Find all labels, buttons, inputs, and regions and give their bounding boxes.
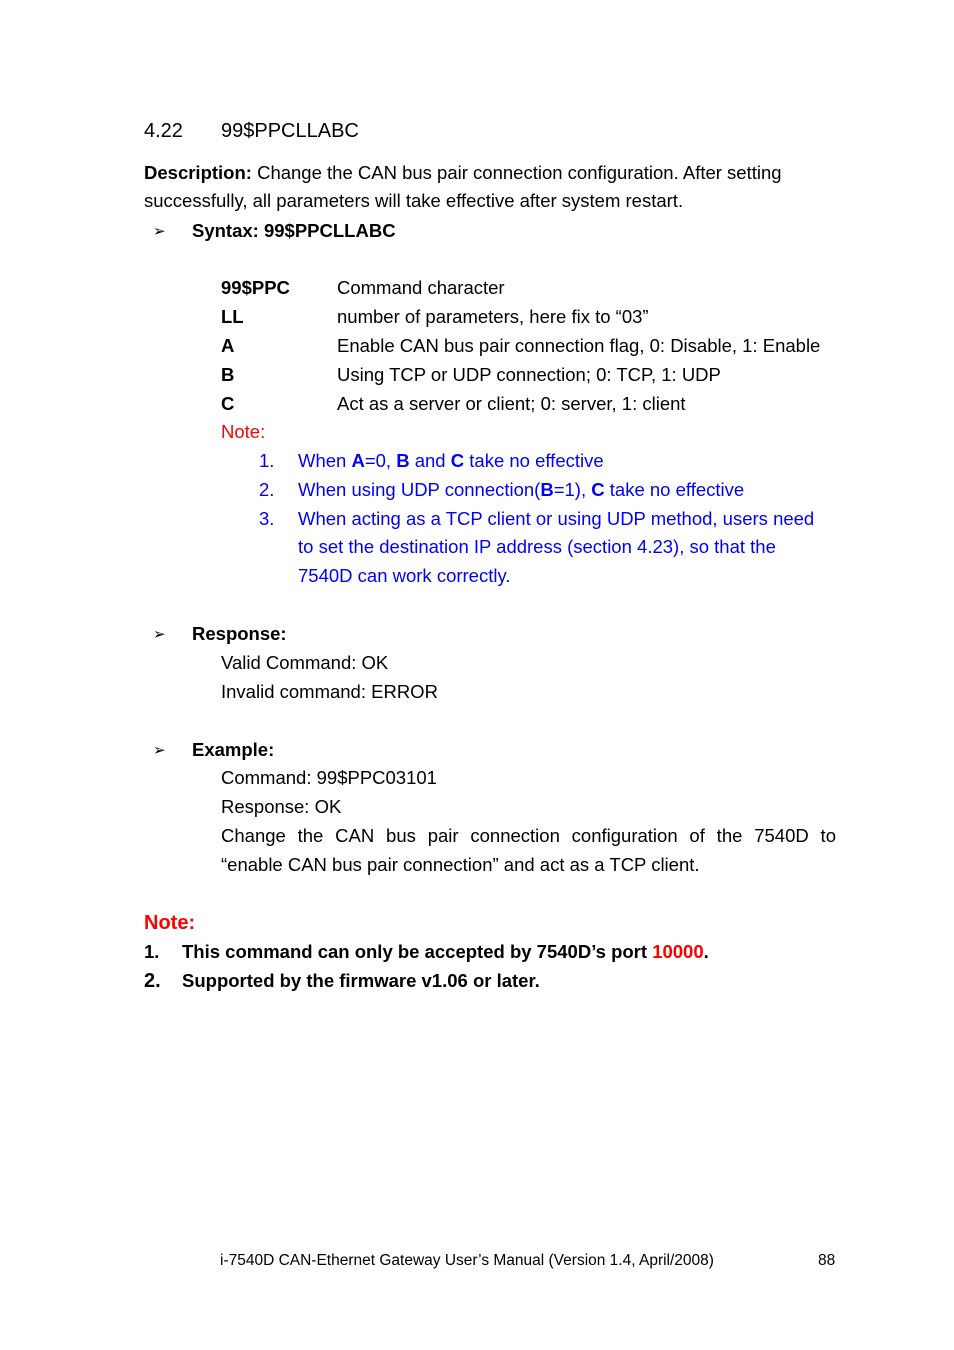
response-valid: Valid Command: OK xyxy=(221,652,389,673)
param-desc: Enable CAN bus pair connection flag, 0: Disable, 1: Enable xyxy=(337,335,821,356)
inner-note-item-2: When using UDP connection(B=1), C take no effective xyxy=(298,479,745,500)
inner-note-item-3-line-3: 7540D can work correctly. xyxy=(298,565,511,586)
page-number: 88 xyxy=(818,1252,836,1269)
param-name: B xyxy=(221,364,235,385)
section-number: 4.22 xyxy=(144,120,183,142)
inner-note-label: Note: xyxy=(221,421,266,442)
description-line-1 xyxy=(144,164,782,183)
param-name: A xyxy=(221,335,235,356)
section-title: 99$PPCLLABC xyxy=(221,120,359,142)
param-name: LL xyxy=(221,306,244,327)
inner-note-item-1: When A=0, B and C take no effective xyxy=(298,450,604,471)
arrow-bullet-icon: ➢ xyxy=(153,626,166,643)
arrow-bullet-icon: ➢ xyxy=(153,223,166,240)
description-line-2: successfully, all parameters will take effective after system restart. xyxy=(144,190,684,211)
response-invalid: Invalid command: ERROR xyxy=(221,681,438,702)
inner-note-item-3-line-2: to set the destination IP address (section 4.23), so that the xyxy=(298,536,776,557)
description-text-1: Change the CAN bus pair connection configuration. After setting xyxy=(257,162,782,183)
final-note-num: 1. xyxy=(144,941,160,962)
syntax-label: Syntax: 99$PPCLLABC xyxy=(192,220,396,241)
inner-note-item-3-line-1: When acting as a TCP client or using UDP method, users need xyxy=(298,508,815,529)
param-desc: Act as a server or client; 0: server, 1: client xyxy=(337,393,686,414)
inner-note-num: 1. xyxy=(259,450,275,471)
inner-note-num: 3. xyxy=(259,508,275,529)
example-response: Response: OK xyxy=(221,796,342,817)
description-label: Description: xyxy=(144,162,252,183)
example-explanation-line-2: “enable CAN bus pair connection” and act as a TCP client. xyxy=(221,854,700,875)
param-desc: Command character xyxy=(337,277,505,298)
param-name: 99$PPC xyxy=(221,277,290,298)
example-explanation-line-1: Change the CAN bus pair connection configuration of the 7540D to xyxy=(221,825,836,846)
arrow-bullet-icon: ➢ xyxy=(153,742,166,759)
param-desc: Using TCP or UDP connection; 0: TCP, 1: UDP xyxy=(337,364,721,385)
final-note-item-1: This command can only be accepted by 7540D’s port 10000. xyxy=(182,941,709,962)
example-command: Command: 99$PPC03101 xyxy=(221,767,437,788)
example-label: Example: xyxy=(192,739,275,760)
final-note-item-2: Supported by the firmware v1.06 or later. xyxy=(182,970,540,991)
response-label: Response: xyxy=(192,623,287,644)
footer-text: i-7540D CAN-Ethernet Gateway User’s Manual (Version 1.4, April/2008) xyxy=(220,1252,714,1269)
param-desc: number of parameters, here fix to “03” xyxy=(337,306,649,327)
param-name: C xyxy=(221,393,235,414)
final-note-num: 2. xyxy=(144,970,161,992)
port-number: 10000 xyxy=(652,941,704,962)
final-note-label: Note: xyxy=(144,912,196,934)
inner-note-num: 2. xyxy=(259,479,275,500)
